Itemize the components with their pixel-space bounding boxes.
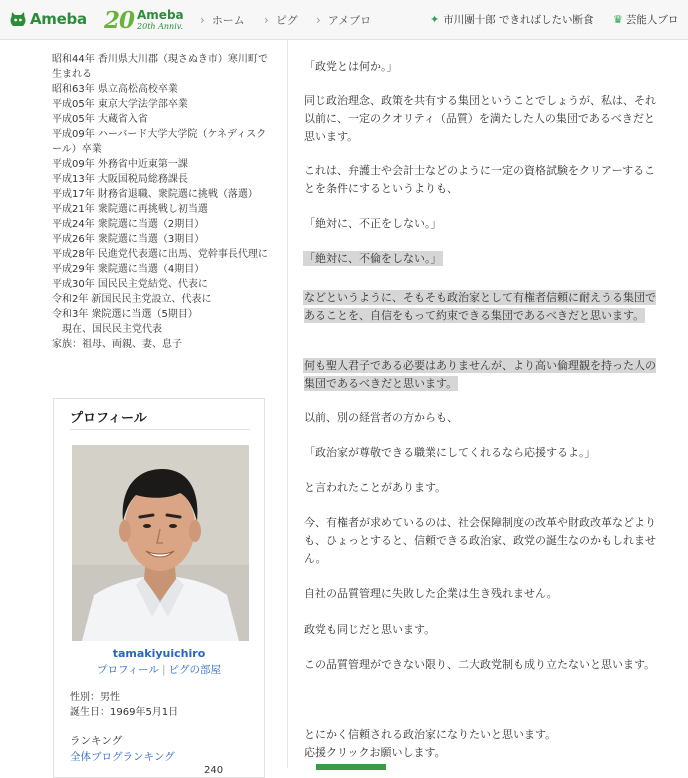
avatar[interactable] xyxy=(72,445,249,641)
global-header xyxy=(0,0,688,40)
divider xyxy=(70,429,250,430)
bio-line: 令和3年 衆院選に当選（5期目） xyxy=(52,309,198,320)
anniversary-badge[interactable] xyxy=(104,5,184,35)
ameba-mascot-icon xyxy=(8,9,28,29)
highlighted-paragraph xyxy=(304,357,664,393)
biography xyxy=(52,52,270,352)
bio-line: 昭和44年 香川県大川郡（現さぬき市）寒川町で生まれる xyxy=(52,54,268,80)
anniversary-number: 20 xyxy=(104,6,135,34)
profile-card xyxy=(53,398,265,778)
ameba-logo[interactable] xyxy=(8,8,87,30)
chevron-right-icon: › xyxy=(316,13,321,27)
article-body xyxy=(289,40,688,768)
nav-ameblo[interactable] xyxy=(316,12,371,28)
profile-birthday: 誕生日：1969年5月1日 xyxy=(70,707,179,718)
overall-ranking-link[interactable]: 全体ブログランキング xyxy=(70,751,175,763)
bio-line: 平成13年 大阪国税局総務課長 xyxy=(52,174,188,185)
article-paragraph: 自社の品質管理に失敗した企業は生き残れません。 xyxy=(304,587,558,600)
nav-home-label: ホーム xyxy=(211,14,245,27)
crown-icon: ♛ xyxy=(613,13,623,26)
selected-text: 「絶対に、不倫をしない。」 xyxy=(304,252,442,265)
nav-ameblo-label: アメブロ xyxy=(327,14,372,27)
article-paragraph: 「政党とは何か。」 xyxy=(304,60,398,73)
ranking-value: 240 xyxy=(204,765,224,776)
bio-line: 平成09年 外務省中近東第一課 xyxy=(52,159,188,170)
profile-gender: 性別：男性 xyxy=(70,692,120,703)
bio-line: 昭和63年 県立高松高校卒業 xyxy=(52,84,178,95)
chevron-right-icon: › xyxy=(200,13,205,27)
article-paragraph: 以前、別の経営者の方からも、 xyxy=(304,411,458,424)
nav-pigg[interactable] xyxy=(264,12,298,28)
bio-line: 令和2年 新国民民主党設立、代表に xyxy=(52,294,212,305)
anniversary-subtitle: 20th Anniv. xyxy=(137,22,183,31)
bio-line: 平成26年 衆院選に当選（3期目） xyxy=(52,234,205,245)
article-paragraph: 政党も同じだと思います。 xyxy=(304,623,436,636)
bio-line: 平成09年 ハーバード大学大学院（ケネディスクール）卒業 xyxy=(52,129,267,155)
bio-line: 平成17年 財務省退職、衆院選に挑戦（落選） xyxy=(52,189,258,200)
celebrity-blog-link[interactable] xyxy=(613,12,678,27)
article-paragraph: とにかく信頼される政治家になりたいと思います。 xyxy=(304,728,557,741)
bio-line: 平成05年 大蔵省入省 xyxy=(52,114,148,125)
bio-line: 家族：祖母、両親、妻、息子 xyxy=(52,339,182,350)
nav-home[interactable] xyxy=(200,12,245,28)
article-paragraph: 同じ政治理念、政策を共有する集団ということでしょうが、私は、それ以前に、一定のクオリティ（品質）を満たした人の集団であるべきだと思います。 xyxy=(304,94,656,143)
profile-username[interactable]: tamakiyuichiro xyxy=(112,647,206,660)
chevron-right-icon: › xyxy=(264,13,269,27)
article-paragraph: 応援クリックお願いします。 xyxy=(304,746,446,759)
bio-line: 平成28年 民進党代表選に出馬、党幹事長代理に xyxy=(52,249,268,260)
article-paragraph: 「絶対に、不正をしない。」 xyxy=(304,217,442,230)
bio-line: 平成29年 衆院選に当選（4期目） xyxy=(52,264,205,275)
ranking-banner[interactable] xyxy=(316,764,386,770)
bio-line: 平成30年 国民民主党結党、代表に xyxy=(52,279,208,290)
profile-link[interactable]: プロフィール xyxy=(97,664,159,676)
article-paragraph: と言われたことがあります。 xyxy=(304,481,447,494)
article-paragraph: この品質管理ができない限り、二大政党制も成り立たないと思います。 xyxy=(304,658,656,671)
ranking-label: ランキング xyxy=(70,735,123,747)
trending-topic-label: 市川團十郎 できればしたい断食 xyxy=(443,14,594,26)
bio-line: 現在、国民民主党代表 xyxy=(52,324,162,335)
bio-line: 平成05年 東京大学法学部卒業 xyxy=(52,99,188,110)
nav-pigg-label: ピグ xyxy=(275,14,298,27)
celebrity-blog-label: 芸能人ブロ xyxy=(625,14,679,26)
profile-heading: プロフィール xyxy=(70,411,147,426)
bio-line: 平成21年 衆院選に再挑戦し初当選 xyxy=(52,204,208,215)
highlighted-paragraph xyxy=(304,250,664,268)
sidebar xyxy=(0,40,288,776)
highlighted-paragraph xyxy=(304,289,664,325)
anniversary-brand: Ameba xyxy=(137,8,184,22)
article-paragraph: これは、弁護士や会計士などのように一定の資格試験をクリアーすることを条件にするというよりも、 xyxy=(304,164,656,195)
pigg-room-link[interactable]: ピグの部屋 xyxy=(168,664,221,676)
profile-links xyxy=(54,662,264,677)
link-separator: | xyxy=(161,664,166,676)
article-paragraph: 今、有権者が求めているのは、社会保障制度の改革や財政改革などよりも、ひょっとすると、信頼できる政治家、政党の誕生なのかもしれません。 xyxy=(304,516,656,565)
sparkle-icon: ✦ xyxy=(430,13,440,26)
article-paragraph: 「政治家が尊敬できる職業にしてくれるなら応援するよ。」 xyxy=(304,446,596,459)
logo-text: Ameba xyxy=(30,10,87,28)
selected-text: 何も聖人君子である必要はありませんが、より高い倫理観を持った人の集団であるべきだと思います。 xyxy=(304,359,656,390)
trending-topic-link[interactable] xyxy=(430,12,594,27)
selected-text: などというように、そもそも政治家として有権者信頼に耐えうる集団であることを、自信をもって約束できる集団であるべきだと思います。 xyxy=(304,291,656,322)
bio-line: 平成24年 衆院選に当選（2期目） xyxy=(52,219,205,230)
